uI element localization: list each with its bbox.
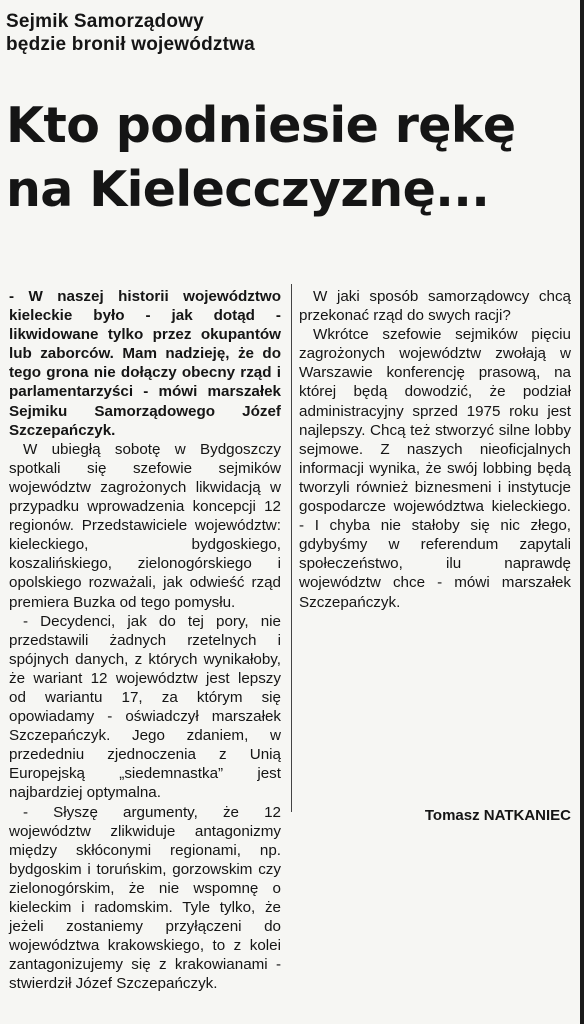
headline-line-2: na Kielecczyznę... [6, 161, 490, 218]
article-paragraph: - Słyszę argumenty, że 12 województw zlikwiduje antagonizmy między skłóconymi regionami, np. bydgoskim i toruńskim, gorzowskim czy zielonogórskim, że nie wspomnę o kieleckim i radomskim. Tyle tylko, że jeżeli zostaniemy przyłączeni do województwa krakowskiego, to z kolei zantagonizujemy się z krakowianami - stwierdził Józef Szczepańczyk. [9, 803, 281, 993]
article-paragraph: W ubiegłą sobotę w Bydgoszczy spotkali się szefowie sejmików województw zagrożonych likwidacją w przypadku wprowadzenia koncepcji 12 regionów. Przedstawiciele województw: kieleckiego, bydgoskiego, koszalińskiego, zielonogórskiego i opolskiego rozważali, jak odwieść rząd premiera Buzka od tego pomysłu. [9, 440, 281, 611]
scan-edge [580, 0, 584, 1024]
headline-line-1: Kto podniesie rękę [6, 97, 516, 154]
article-paragraph: - Decydenci, jak do tej pory, nie przedstawili żadnych rzetelnych i spójnych danych, z których wynikałoby, że wariant 12 województw jest lepszy od wariantu 17, za którym się opowiadamy - oświadczył marszałek Szczepańczyk. Jego zdaniem, w przededniu zjednoczenia z Unią Europejską „siedemnastka” jest najbardziej optymalna. [9, 612, 281, 802]
column-divider [291, 284, 292, 812]
article-paragraph: Wkrótce szefowie sejmików pięciu zagrożonych województw zwołają w Warszawie konferencję prasową, na której będą dowodzić, że podział administracyjny sprzed 1975 roku jest najlepszy. Chcą też stworzyć silne lobby sejmowe. Z naszych nieoficjalnych informacji wynika, że swój lobbing będą tworzyli również biznesmeni i instytucje gospodarcze województwa kieleckiego. - I chyba nie stałoby się nic złego, gdybyśmy w referendum zapytali społeczeństwo, ilu naprawdę województw chce - mówi marszałek Szczepańczyk. [299, 326, 571, 611]
article-byline: Tomasz NATKANIEC [424, 807, 571, 824]
article-lead: - W naszej historii województwo kieleckie było - jak dotąd - likwidowane tylko przez okupantów lub zaborców. Mam nadzieję, że do tego grona nie dołączy obecny rząd i parlamentarzyści - mówi marszałek Sejmiku Samorządowego Józef Szczepańczyk. [9, 288, 281, 439]
article-paragraph: W jaki sposób samorządowcy chcą przekonać rząd do swych racji? [299, 288, 571, 325]
kicker-line-2: będzie bronił województwa [6, 34, 255, 55]
kicker-line-1: Sejmik Samorządowy [6, 11, 204, 32]
article-column-right [299, 287, 571, 612]
article-column-left [9, 287, 281, 993]
article-kicker [6, 10, 426, 56]
article-headline [6, 94, 566, 222]
